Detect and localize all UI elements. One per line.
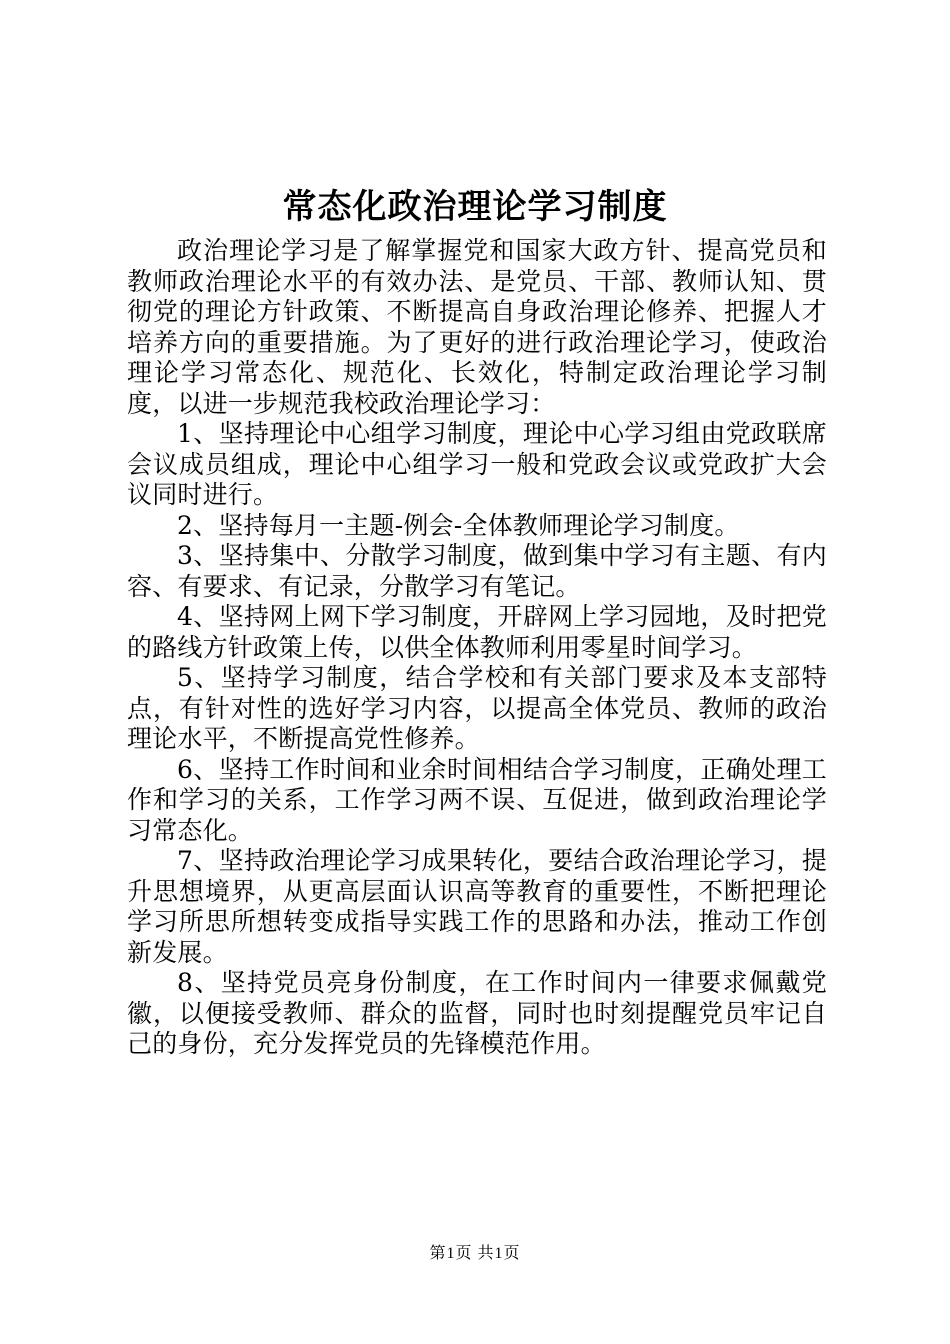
list-item: 5、坚持学习制度，结合学校和有关部门要求及本支部特点，有针对性的选好学习内容，以提高全体党员、教师的政治理论水平，不断提高党性修养。 — [127, 663, 827, 753]
intro-paragraph: 政治理论学习是了解掌握党和国家大政方针、提高党员和教师政治理论水平的有效办法、是党员、干部、教师认知、贯彻党的理论方针政策、不断提高自身政治理论修养、把握人才培养方向的重要措施。为了更好的进行政治理论学习，使政治理论学习常态化、规范化、长效化，特制定政治理论学习制度，以进一步规范我校政治理论学习： — [127, 236, 827, 418]
document-body — [127, 236, 827, 1060]
list-item: 6、坚持工作时间和业余时间相结合学习制度，正确处理工作和学习的关系，工作学习两不误、互促进，做到政治理论学习常态化。 — [127, 754, 827, 845]
list-item: 8、坚持党员亮身份制度，在工作时间内一律要求佩戴党徽，以便接受教师、群众的监督，同时也时刻提醒党员牢记自己的身份，充分发挥党员的先锋模范作用。 — [127, 968, 827, 1058]
list-item: 7、坚持政治理论学习成果转化，要结合政治理论学习，提升思想境界，从更高层面认识高等教育的重要性，不断把理论学习所思所想转变成指导实践工作的思路和办法，推动工作创新发展。 — [127, 846, 827, 967]
list-item: 2、坚持每月一主题-例会-全体教师理论学习制度。 — [177, 510, 740, 540]
document-title: 常态化政治理论学习制度 — [282, 187, 668, 227]
list-item: 4、坚持网上网下学习制度，开辟网上学习园地，及时把党的路线方针政策上传，以供全体教师利用零星时间学习。 — [127, 602, 827, 662]
list-item: 3、坚持集中、分散学习制度，做到集中学习有主题、有内容、有要求、有记录，分散学习有笔记。 — [127, 541, 827, 601]
page-footer: 第1页 共1页 — [429, 1245, 521, 1262]
list-item: 1、坚持理论中心组学习制度，理论中心学习组由党政联席会议成员组成，理论中心组学习一般和党政会议或党政扩大会议同时进行。 — [127, 419, 827, 509]
